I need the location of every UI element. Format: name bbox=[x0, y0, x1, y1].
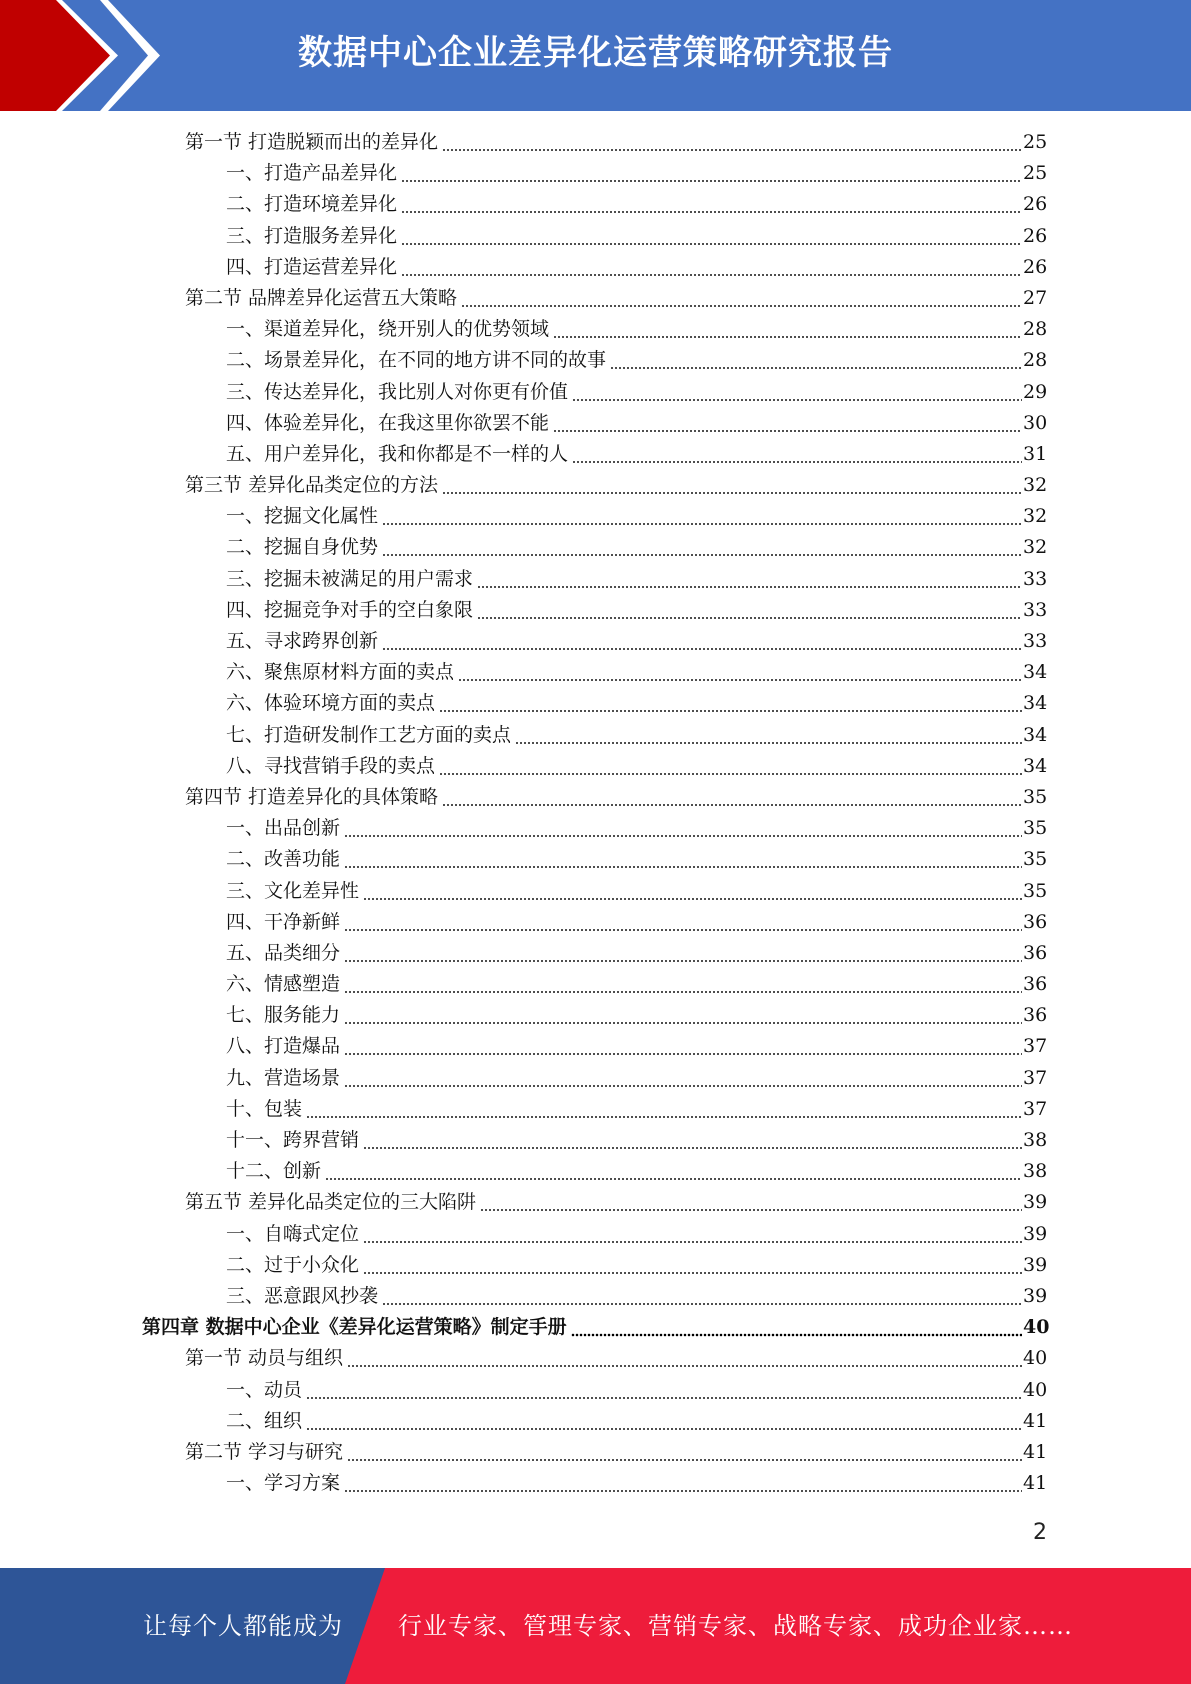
toc-dot-leader bbox=[439, 751, 1022, 782]
toc-entry-title: 四、干净新鲜 bbox=[226, 910, 341, 933]
toc-dot-leader bbox=[553, 314, 1022, 345]
toc-dot-leader bbox=[401, 221, 1022, 252]
toc-dot-leader bbox=[363, 1250, 1022, 1281]
toc-dot-leader bbox=[442, 127, 1022, 158]
toc-dot-leader bbox=[382, 501, 1022, 532]
toc-dot-leader bbox=[363, 1125, 1022, 1156]
toc-entry-title: 二、过于小众化 bbox=[226, 1253, 360, 1276]
toc-entry-page: 39 bbox=[1023, 1191, 1048, 1214]
toc-entry-page: 34 bbox=[1023, 661, 1048, 684]
toc-entry-title: 九、营造场景 bbox=[226, 1066, 341, 1089]
toc-dot-leader bbox=[461, 283, 1022, 314]
page-number: 2 bbox=[1033, 1520, 1047, 1545]
toc-entry-title: 第一节 打造脱颖而出的差异化 bbox=[185, 131, 439, 153]
toc-entry-title: 二、组织 bbox=[226, 1409, 303, 1432]
toc-dot-leader bbox=[347, 1437, 1022, 1468]
toc-entry-page: 36 bbox=[1023, 941, 1048, 964]
document-title: 数据中心企业差异化运营策略研究报告 bbox=[298, 33, 893, 73]
toc-entry-title: 三、文化差异性 bbox=[226, 879, 360, 902]
toc-entry-page: 35 bbox=[1023, 785, 1048, 808]
toc-entry-page: 35 bbox=[1023, 817, 1048, 840]
toc-entry-title: 第二节 学习与研究 bbox=[185, 1440, 344, 1463]
toc-entry-page: 26 bbox=[1023, 255, 1048, 278]
toc-entry-page: 33 bbox=[1023, 567, 1048, 590]
toc-entry-page: 33 bbox=[1023, 598, 1048, 621]
toc-entry-page: 26 bbox=[1023, 193, 1048, 216]
toc-entry-page: 26 bbox=[1023, 224, 1048, 247]
toc-entry-page: 40 bbox=[1023, 1347, 1048, 1370]
toc-entry-item[interactable] bbox=[0, 813, 1191, 844]
toc-entry-title: 十二、创新 bbox=[226, 1160, 322, 1183]
toc-entry-page: 41 bbox=[1023, 1472, 1048, 1495]
toc-entry-item[interactable] bbox=[0, 221, 1191, 252]
toc-entry-item[interactable] bbox=[0, 1468, 1191, 1499]
toc-entry-title: 三、传达差异化，我比别人对你更有价值 bbox=[226, 380, 569, 403]
toc-entry-item[interactable] bbox=[0, 532, 1191, 563]
toc-entry-item[interactable] bbox=[0, 1031, 1191, 1062]
toc-entry-item[interactable] bbox=[0, 688, 1191, 719]
toc-entry-title: 七、打造研发制作工艺方面的卖点 bbox=[226, 723, 512, 746]
toc-entry-item[interactable] bbox=[0, 158, 1191, 189]
toc-entry-item[interactable] bbox=[0, 626, 1191, 657]
toc-dot-leader bbox=[572, 377, 1022, 408]
toc-dot-leader bbox=[477, 595, 1022, 626]
toc-dot-leader bbox=[553, 408, 1022, 439]
toc-entry-title: 一、自嗨式定位 bbox=[226, 1222, 360, 1245]
toc-entry-page: 30 bbox=[1023, 411, 1048, 434]
toc-entry-title: 二、改善功能 bbox=[226, 848, 341, 871]
toc-entry-page: 36 bbox=[1023, 910, 1048, 933]
toc-entry-item[interactable] bbox=[0, 564, 1191, 595]
toc-entry-page: 37 bbox=[1023, 1035, 1048, 1058]
toc-entry-title: 五、寻求跨界创新 bbox=[226, 630, 379, 652]
toc-entry-section[interactable] bbox=[0, 1437, 1191, 1468]
table-of-contents bbox=[0, 127, 1191, 1499]
toc-dot-leader bbox=[477, 564, 1022, 595]
toc-dot-leader bbox=[363, 1219, 1022, 1250]
toc-entry-title: 八、打造爆品 bbox=[226, 1035, 341, 1058]
toc-entry-item[interactable] bbox=[0, 377, 1191, 408]
toc-entry-section[interactable] bbox=[0, 470, 1191, 501]
footer-slogan-left: 让每个人都能成为 bbox=[143, 1612, 343, 1640]
toc-dot-leader bbox=[401, 158, 1022, 189]
toc-dot-leader bbox=[382, 532, 1022, 563]
toc-entry-page: 39 bbox=[1023, 1284, 1048, 1307]
toc-dot-leader bbox=[382, 626, 1022, 657]
toc-entry-item[interactable] bbox=[0, 408, 1191, 439]
toc-entry-item[interactable] bbox=[0, 439, 1191, 470]
toc-entry-title: 一、出品创新 bbox=[226, 817, 341, 840]
toc-entry-title: 一、打造产品差异化 bbox=[226, 162, 398, 185]
toc-entry-item[interactable] bbox=[0, 1094, 1191, 1125]
toc-entry-page: 32 bbox=[1023, 505, 1048, 528]
toc-dot-leader bbox=[344, 1000, 1022, 1031]
toc-entry-title: 八、寻找营销手段的卖点 bbox=[226, 754, 436, 777]
toc-entry-page: 34 bbox=[1023, 723, 1048, 746]
toc-dot-leader bbox=[344, 1468, 1022, 1499]
toc-dot-leader bbox=[344, 907, 1022, 938]
toc-entry-page: 33 bbox=[1023, 630, 1048, 652]
toc-entry-page: 37 bbox=[1023, 1097, 1048, 1120]
toc-dot-leader bbox=[515, 720, 1022, 751]
toc-entry-page: 41 bbox=[1023, 1409, 1048, 1432]
toc-entry-section[interactable] bbox=[0, 1343, 1191, 1374]
toc-entry-page: 32 bbox=[1023, 536, 1048, 559]
toc-entry-item[interactable] bbox=[0, 907, 1191, 938]
toc-entry-item[interactable] bbox=[0, 1281, 1191, 1312]
toc-dot-leader bbox=[439, 688, 1022, 719]
toc-entry-page: 28 bbox=[1023, 349, 1048, 372]
toc-entry-title: 一、动员 bbox=[226, 1378, 303, 1401]
toc-entry-page: 37 bbox=[1023, 1066, 1048, 1089]
toc-dot-leader bbox=[344, 938, 1022, 969]
toc-entry-title: 十、包装 bbox=[226, 1097, 303, 1120]
toc-entry-title: 四、打造运营差异化 bbox=[226, 255, 398, 278]
toc-entry-title: 四、体验差异化，在我这里你欲罢不能 bbox=[226, 411, 550, 434]
toc-entry-item[interactable] bbox=[0, 720, 1191, 751]
toc-entry-title: 二、场景差异化，在不同的地方讲不同的故事 bbox=[226, 349, 607, 372]
toc-entry-item[interactable] bbox=[0, 1406, 1191, 1437]
toc-entry-page: 36 bbox=[1023, 1004, 1048, 1027]
toc-dot-leader bbox=[572, 439, 1022, 470]
toc-entry-page: 40 bbox=[1023, 1378, 1048, 1401]
toc-entry-page: 35 bbox=[1023, 879, 1048, 902]
toc-entry-page: 25 bbox=[1023, 131, 1048, 153]
toc-entry-title: 第三节 差异化品类定位的方法 bbox=[185, 474, 439, 497]
toc-entry-page: 25 bbox=[1023, 162, 1048, 185]
header-arrow-decoration bbox=[0, 0, 160, 111]
toc-entry-item[interactable] bbox=[0, 1000, 1191, 1031]
toc-dot-leader bbox=[363, 876, 1022, 907]
toc-dot-leader bbox=[344, 844, 1022, 875]
toc-entry-page: 40 bbox=[1023, 1316, 1050, 1339]
toc-entry-item[interactable] bbox=[0, 657, 1191, 688]
footer-banner bbox=[0, 1568, 1191, 1684]
toc-entry-item[interactable] bbox=[0, 751, 1191, 782]
toc-dot-leader bbox=[344, 1063, 1022, 1094]
toc-entry-page: 27 bbox=[1023, 286, 1048, 309]
toc-entry-title: 第二节 品牌差异化运营五大策略 bbox=[185, 286, 458, 309]
toc-entry-title: 三、挖掘未被满足的用户需求 bbox=[226, 567, 474, 590]
toc-entry-page: 32 bbox=[1023, 474, 1048, 497]
toc-entry-item[interactable] bbox=[0, 314, 1191, 345]
toc-entry-page: 38 bbox=[1023, 1129, 1048, 1151]
toc-entry-title: 四、挖掘竞争对手的空白象限 bbox=[226, 598, 474, 621]
toc-entry-chapter[interactable] bbox=[0, 1312, 1191, 1343]
toc-entry-title: 第四节 打造差异化的具体策略 bbox=[185, 785, 439, 808]
toc-entry-page: 41 bbox=[1023, 1440, 1048, 1463]
toc-entry-item[interactable] bbox=[0, 1219, 1191, 1250]
toc-entry-item[interactable] bbox=[0, 876, 1191, 907]
toc-dot-leader bbox=[401, 252, 1022, 283]
toc-entry-page: 34 bbox=[1023, 692, 1048, 715]
toc-dot-leader bbox=[458, 657, 1022, 688]
toc-entry-item[interactable] bbox=[0, 1156, 1191, 1187]
toc-dot-leader bbox=[442, 782, 1022, 813]
toc-dot-leader bbox=[344, 1031, 1022, 1062]
toc-dot-leader bbox=[344, 969, 1022, 1000]
toc-dot-leader bbox=[610, 345, 1022, 376]
toc-entry-title: 第五节 差异化品类定位的三大陷阱 bbox=[185, 1191, 477, 1214]
header-banner bbox=[0, 0, 1191, 111]
toc-entry-title: 十一、跨界营销 bbox=[226, 1129, 360, 1151]
toc-entry-section[interactable] bbox=[0, 283, 1191, 314]
toc-entry-item[interactable] bbox=[0, 938, 1191, 969]
toc-dot-leader bbox=[480, 1187, 1022, 1218]
toc-entry-item[interactable] bbox=[0, 1125, 1191, 1156]
toc-entry-item[interactable] bbox=[0, 844, 1191, 875]
toc-entry-item[interactable] bbox=[0, 1250, 1191, 1281]
toc-dot-leader bbox=[306, 1375, 1022, 1406]
toc-entry-item[interactable] bbox=[0, 252, 1191, 283]
toc-entry-title: 二、打造环境差异化 bbox=[226, 193, 398, 216]
toc-entry-title: 七、服务能力 bbox=[226, 1004, 341, 1027]
toc-entry-item[interactable] bbox=[0, 189, 1191, 220]
toc-dot-leader bbox=[347, 1343, 1022, 1374]
toc-entry-item[interactable] bbox=[0, 595, 1191, 626]
toc-entry-item[interactable] bbox=[0, 501, 1191, 532]
toc-dot-leader bbox=[442, 470, 1022, 501]
toc-entry-section[interactable] bbox=[0, 127, 1191, 158]
toc-entry-title: 二、挖掘自身优势 bbox=[226, 536, 379, 559]
toc-entry-page: 38 bbox=[1023, 1160, 1048, 1183]
toc-dot-leader bbox=[306, 1094, 1022, 1125]
toc-entry-title: 一、渠道差异化，绕开别人的优势领域 bbox=[226, 318, 550, 341]
toc-dot-leader bbox=[382, 1281, 1022, 1312]
toc-entry-page: 28 bbox=[1023, 318, 1048, 341]
toc-entry-title: 六、聚焦原材料方面的卖点 bbox=[226, 661, 455, 684]
toc-entry-page: 34 bbox=[1023, 754, 1048, 777]
toc-dot-leader bbox=[325, 1156, 1022, 1187]
toc-entry-item[interactable] bbox=[0, 1063, 1191, 1094]
toc-entry-title: 一、挖掘文化属性 bbox=[226, 505, 379, 528]
toc-entry-page: 31 bbox=[1023, 442, 1048, 465]
toc-entry-section[interactable] bbox=[0, 782, 1191, 813]
toc-entry-title: 第四章 数据中心企业《差异化运营策略》制定手册 bbox=[142, 1316, 567, 1339]
toc-entry-title: 三、打造服务差异化 bbox=[226, 224, 398, 247]
toc-entry-title: 第一节 动员与组织 bbox=[185, 1347, 344, 1370]
toc-dot-leader bbox=[401, 189, 1022, 220]
toc-entry-title: 三、恶意跟风抄袭 bbox=[226, 1284, 379, 1307]
footer-slogan-right: 行业专家、管理专家、营销专家、战略专家、成功企业家…… bbox=[398, 1612, 1073, 1640]
toc-entry-title: 五、用户差异化，我和你都是不一样的人 bbox=[226, 442, 569, 465]
toc-entry-page: 39 bbox=[1023, 1253, 1048, 1276]
toc-entry-page: 35 bbox=[1023, 848, 1048, 871]
toc-entry-item[interactable] bbox=[0, 345, 1191, 376]
toc-entry-page: 29 bbox=[1023, 380, 1048, 403]
toc-entry-page: 39 bbox=[1023, 1222, 1048, 1245]
toc-entry-item[interactable] bbox=[0, 969, 1191, 1000]
toc-entry-page: 36 bbox=[1023, 973, 1048, 996]
toc-entry-title: 六、情感塑造 bbox=[226, 973, 341, 996]
toc-dot-leader bbox=[344, 813, 1022, 844]
toc-entry-title: 一、学习方案 bbox=[226, 1472, 341, 1495]
toc-dot-leader bbox=[571, 1312, 1022, 1343]
toc-entry-item[interactable] bbox=[0, 1375, 1191, 1406]
toc-entry-title: 五、品类细分 bbox=[226, 941, 341, 964]
toc-entry-section[interactable] bbox=[0, 1187, 1191, 1218]
toc-dot-leader bbox=[306, 1406, 1022, 1437]
toc-entry-title: 六、体验环境方面的卖点 bbox=[226, 692, 436, 715]
